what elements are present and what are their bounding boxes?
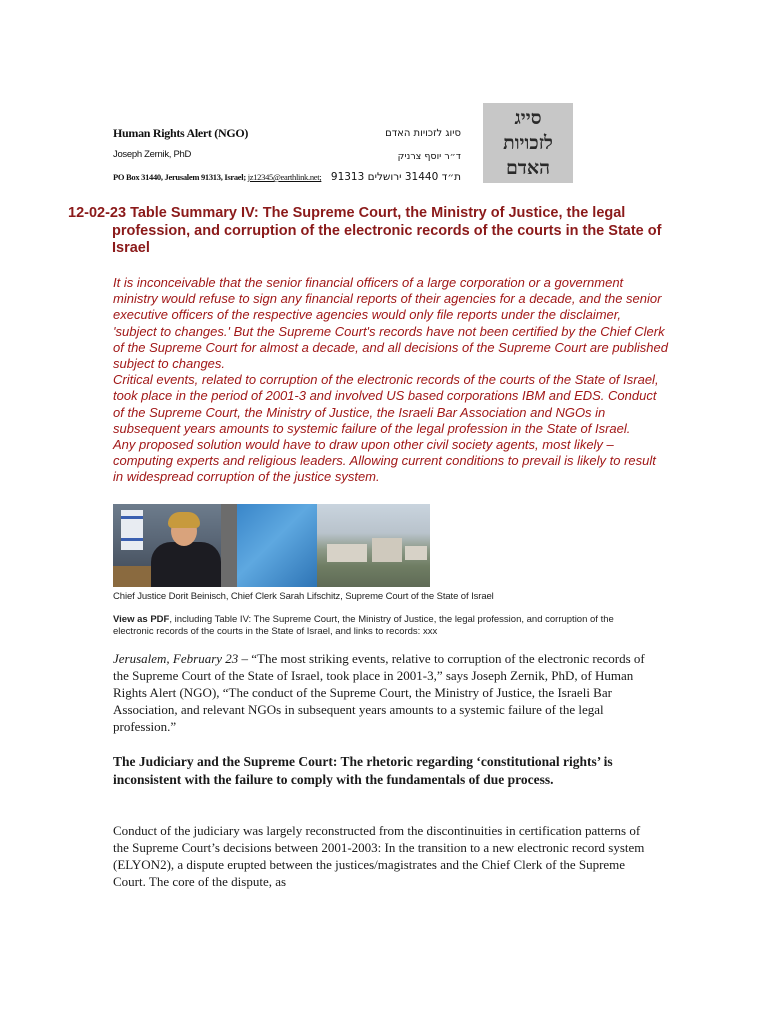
- view-pdf-note: [113, 614, 653, 637]
- body-paragraph-1: [113, 650, 658, 735]
- letterhead-person-name: Joseph Zernik, PhD: [113, 149, 192, 160]
- summary-paragraph-1: It is inconceivable that the senior financial officers of a large corporation or a government ministry would refuse to sign any financial reports of their agencies for a decade, and the senior executive officers of the respective agencies would only file reports under the disclaimer, 'subject to changes.' But the Supreme Court's records have not been certified by the Chief Clerk of the Supreme Court for almost a decade, and all decisions of the Supreme Court are published subject to changes.: [113, 275, 668, 372]
- section-heading: The Judiciary and the Supreme Court: The rhetoric regarding ‘constitutional rights’ is inconsistent with the failure to comply with the fundamentals of due process.: [113, 754, 613, 787]
- body-paragraph-1-text: – “The most striking events, relative to corruption of the electronic records of the Supreme Court of the State of Israel, took place in 2001-3,” says Joseph Zernik, PhD, of Human Rights Alert (NGO), “The conduct of the Supreme Court, the Ministry of Justice, the Israeli Bar Association, and relevant NGOs in subsequent years amounts to a systemic failure of the legal profession.”: [113, 651, 645, 734]
- dateline: Jerusalem, February 23: [113, 651, 239, 666]
- photo-supreme-court-building: [317, 504, 430, 587]
- flag-shape: [121, 510, 143, 550]
- logo-line: לזכויות: [503, 132, 553, 154]
- building-shape: [405, 546, 427, 560]
- letterhead-hebrew-org: סיוג לזכויות האדם: [385, 128, 461, 139]
- document-title: [68, 205, 668, 258]
- letterhead-hebrew-address: ת״ד 31440 ירושלים 91313: [330, 171, 461, 183]
- robe-shape: [151, 542, 221, 587]
- logo-line: האדם: [505, 157, 551, 179]
- photo-chief-justice: [113, 504, 221, 587]
- letterhead-hebrew-name: ד״ר יוסף צרניק: [397, 151, 461, 162]
- logo-lettering: [483, 103, 573, 183]
- letterhead-address: [113, 172, 321, 182]
- logo-line: סייג: [514, 107, 542, 129]
- letterhead-email-link[interactable]: jz12345@earthlink.net;: [247, 172, 322, 182]
- photo-caption: Chief Justice Dorit Beinisch, Chief Clerk Sarah Lifschitz, Supreme Court of the State of Israel: [113, 591, 494, 602]
- body-paragraph-2: Conduct of the judiciary was largely reconstructed from the discontinuities in certification patterns of the Supreme Court’s decisions between 2001-2003: In the transition to a new electronic record system (ELYON2), a dispute erupted between the justices/magistrates and the Chief Clerk of the Supreme Court. The core of the dispute, as: [113, 823, 645, 889]
- photo-chief-clerk-placeholder: [237, 504, 317, 587]
- title-line-1: 12-02-23 Table Summary IV: The Supreme Court, the Ministry of Justice, the legal: [68, 205, 626, 221]
- letterhead-postal-address: PO Box 31440, Jerusalem 91313, Israel;: [113, 172, 246, 182]
- letterhead-org-name: Human Rights Alert (NGO): [113, 126, 249, 140]
- summary-block: [113, 275, 668, 486]
- summary-paragraph-2: Critical events, related to corruption of the electronic records of the courts of the State of Israel, took place in the period of 2001-3 and involved US based corporations IBM and EDS. Conduct of the Supreme Court, the Ministry of Justice, the Israeli Bar Association and NGOs in subsequent years amounts to systemic failure of the legal profession in the State of Israel.: [113, 372, 659, 436]
- photo-separator: [221, 504, 237, 587]
- view-pdf-description: , including Table IV: The Supreme Court, the Ministry of Justice, the legal profession, and corruption of the electronic records of the courts in the State of Israel, and links to records: xxx: [113, 614, 614, 637]
- title-line-2: profession, and corruption of the electronic records of the courts in the State of Israel: [112, 222, 662, 256]
- building-shape: [327, 544, 367, 562]
- building-shape: [372, 538, 402, 562]
- hair-shape: [168, 512, 200, 528]
- organization-logo: [483, 103, 573, 183]
- summary-paragraph-3: Any proposed solution would have to draw upon other civil society agents, most likely – computing experts and religious leaders. Allowing current conditions to prevail is likely to result in widespread corruption of the justice system.: [113, 437, 656, 485]
- view-as-pdf-link[interactable]: View as PDF: [113, 614, 170, 625]
